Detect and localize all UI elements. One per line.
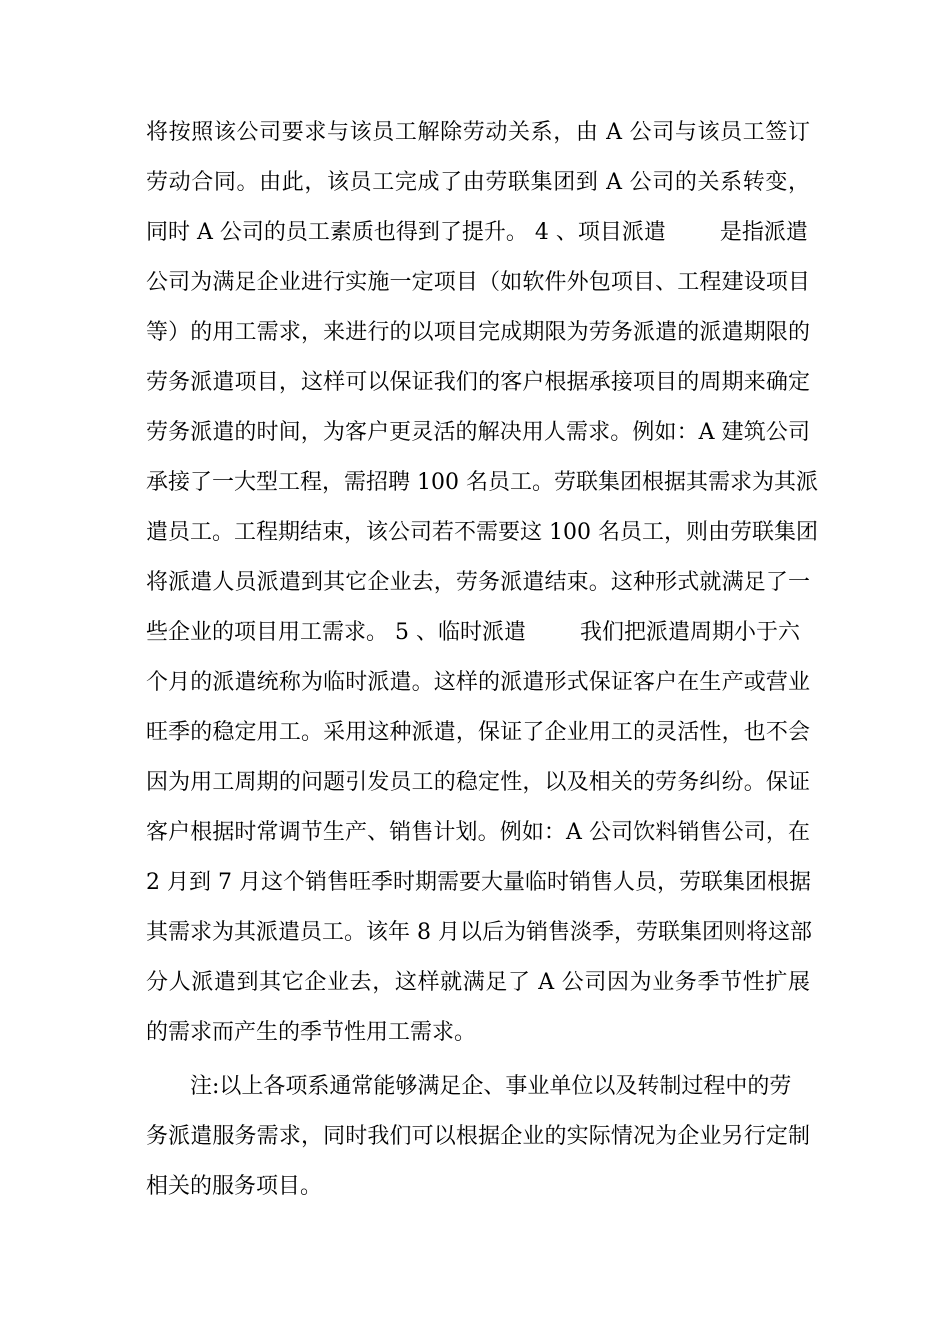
paragraph-line: 客户根据时常调节生产、销售计划。例如：A 公司饮料销售公司，在: [146, 820, 810, 845]
line-text-after-heading-gap: 我们把派遣周期小于六: [580, 620, 801, 645]
line-text-before-heading-gap: 些企业的项目用工需求。 5 、临时派遣: [146, 620, 526, 645]
note-paragraph-first-line: 注:以上各项系通常能够满足企、事业单位以及转制过程中的劳: [190, 1074, 792, 1099]
line-text-before-heading-gap: 同时 A 公司的员工素质也得到了提升。 4 、项目派遣: [146, 220, 666, 245]
paragraph-line: 等）的用工需求，来进行的以项目完成期限为劳务派遣的派遣期限的: [146, 320, 810, 345]
paragraph-line: 将按照该公司要求与该员工解除劳动关系，由 A 公司与该员工签订: [146, 120, 810, 145]
paragraph-line: 旺季的稳定用工。采用这种派遣，保证了企业用工的灵活性，也不会: [146, 720, 810, 745]
paragraph-line: 劳务派遣的时间，为客户更灵活的解决用人需求。例如：A 建筑公司: [146, 420, 810, 445]
paragraph-line: 相关的服务项目。: [146, 1174, 323, 1199]
paragraph-line: [146, 218, 810, 248]
line-text-after-heading-gap: 是指派遣: [719, 220, 808, 245]
paragraph-line: 因为用工周期的问题引发员工的稳定性，以及相关的劳务纠纷。保证: [146, 770, 810, 795]
paragraph-line: 承接了一大型工程，需招聘 100 名员工。劳联集团根据其需求为其派: [146, 470, 818, 495]
paragraph-line: 劳务派遣项目，这样可以保证我们的客户根据承接项目的周期来确定: [146, 370, 810, 395]
paragraph-line: 分人派遣到其它企业去，这样就满足了 A 公司因为业务季节性扩展: [146, 970, 810, 995]
paragraph-line: 务派遣服务需求，同时我们可以根据企业的实际情况为企业另行定制: [146, 1124, 810, 1149]
paragraph-line: 公司为满足企业进行实施一定项目（如软件外包项目、工程建设项目: [146, 270, 810, 295]
paragraph-line: 的需求而产生的季节性用工需求。: [146, 1020, 477, 1045]
paragraph-line: 个月的派遣统称为临时派遣。这样的派遣形式保证客户在生产或营业: [146, 670, 810, 695]
paragraph-line: 将派遣人员派遣到其它企业去，劳务派遣结束。这种形式就满足了一: [146, 570, 810, 595]
paragraph-line: [146, 618, 810, 648]
paragraph-line: 2 月到 7 月这个销售旺季时期需要大量临时销售人员，劳联集团根据: [146, 870, 811, 895]
paragraph-line: 劳动合同。由此，该员工完成了由劳联集团到 A 公司的关系转变，: [146, 170, 810, 195]
paragraph-line: 遣员工。工程期结束，该公司若不需要这 100 名员工，则由劳联集团: [146, 520, 818, 545]
paragraph-line: 其需求为其派遣员工。该年 8 月以后为销售淡季，劳联集团则将这部: [146, 920, 812, 945]
